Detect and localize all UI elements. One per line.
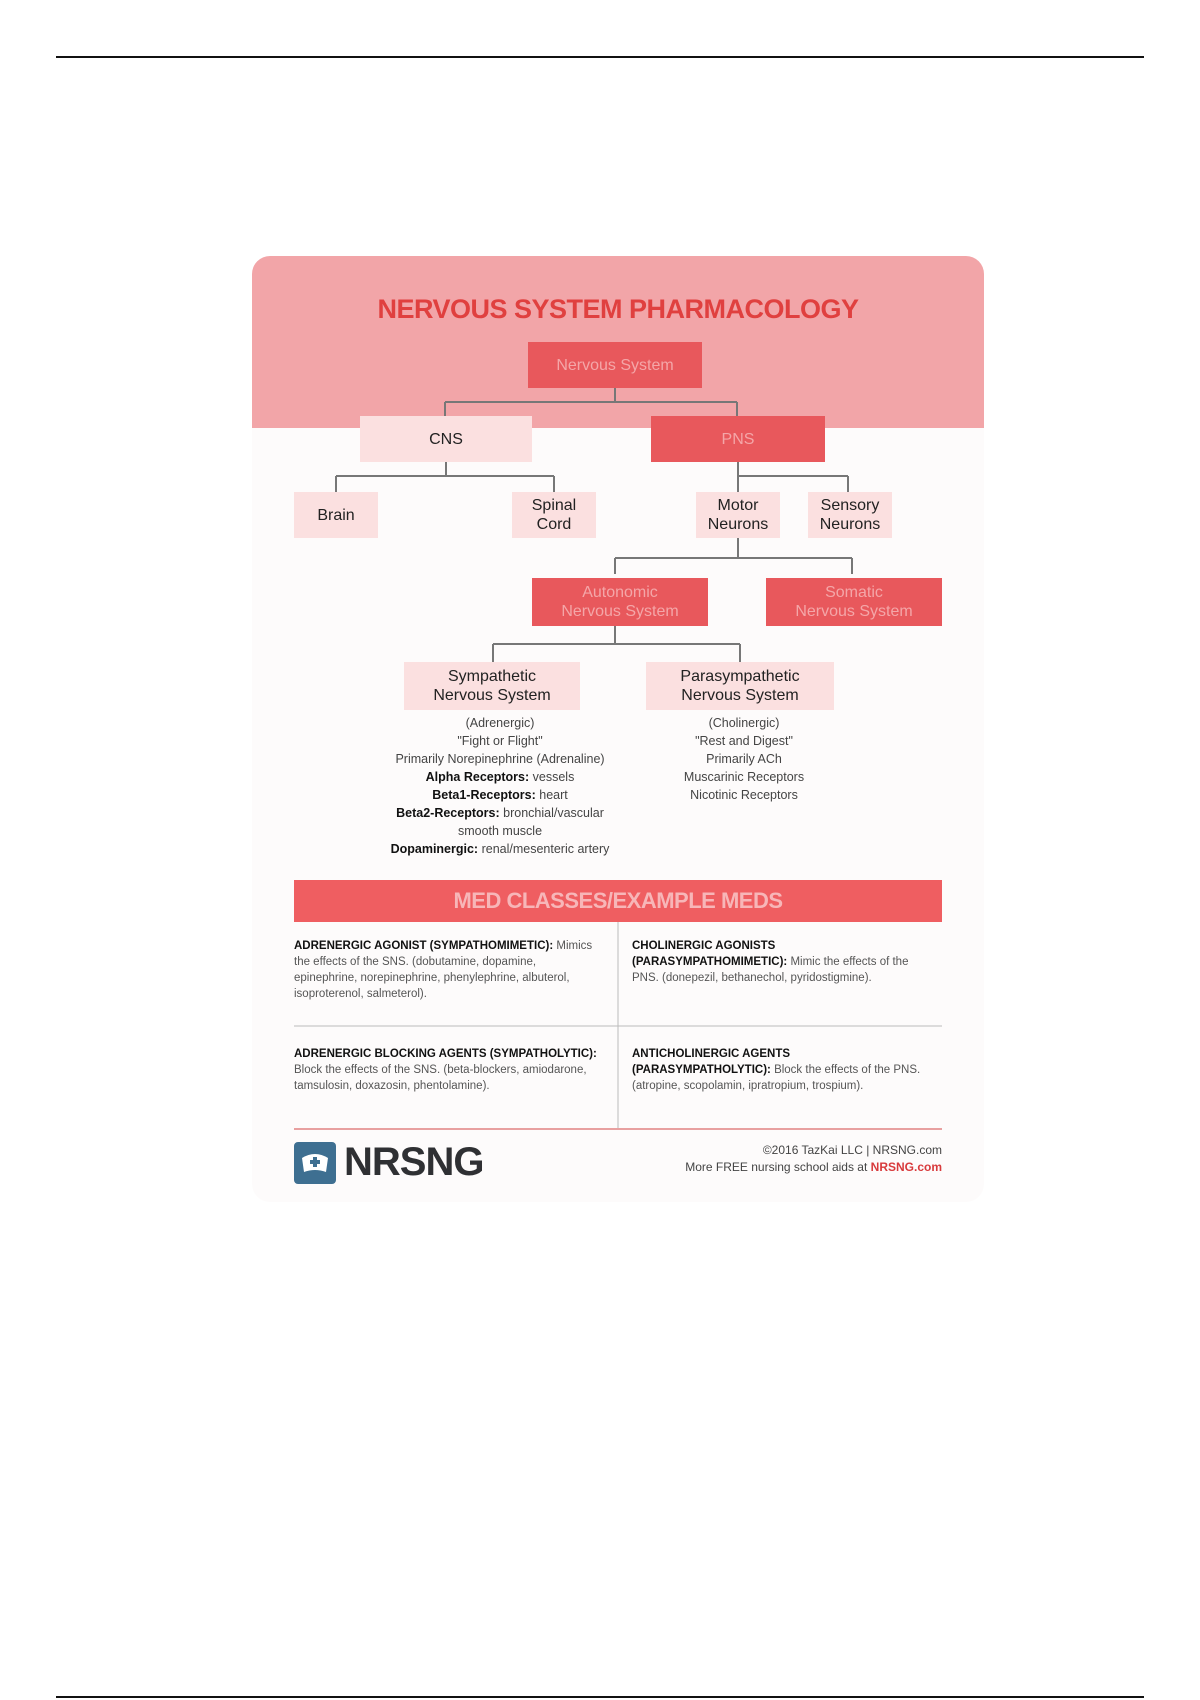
med-cholinergic-agonists: CHOLINERGIC AGONISTS (PARASYMPATHOMIMETIC): Mimic the effects of the PNS. (donepezil, bethanechol, pyridostigmine).	[632, 940, 909, 984]
nrsng-logo	[294, 1140, 483, 1185]
med-anticholinergic: ANTICHOLINERGIC AGENTS (PARASYMPATHOLYTIC): Block the effects of the PNS. (atropine, scopolamin, ipratropium, trospium).	[632, 1048, 921, 1092]
top-rule	[56, 56, 1144, 58]
node-sympathetic: Sympathetic Nervous System	[404, 662, 580, 710]
med-adrenergic-agonist: ADRENERGIC AGONIST (SYMPATHOMIMETIC): Mimics the effects of the SNS. (dobutamine, dopamine, epinephrine, norepinephrine, phenylephrine, albuterol, isoproterenol, salmeterol).	[294, 940, 593, 1000]
bottom-rule	[56, 1696, 1144, 1698]
med-classes-header: MED CLASSES/EXAMPLE MEDS	[294, 880, 942, 922]
sympathetic-details: (Adrenergic) "Fight or Flight" Primarily Norepinephrine (Adrenaline) Alpha Receptors: vessels Beta1-Receptors: heart Beta2-Receptors: bronchial/vascular smooth muscle Dopaminergic: renal/mesenteric artery	[390, 716, 610, 856]
node-spinal-cord: Spinal Cord	[512, 492, 596, 538]
node-autonomic: Autonomic Nervous System	[532, 578, 708, 626]
node-brain: Brain	[294, 492, 378, 538]
node-pns: PNS	[651, 416, 825, 462]
nrsng-link[interactable]: NRSNG.com	[870, 1160, 942, 1174]
node-sensory-neurons: Sensory Neurons	[808, 492, 892, 538]
node-motor-neurons: Motor Neurons	[696, 492, 780, 538]
connector-motor	[615, 538, 852, 574]
nurse-cap-icon	[294, 1142, 336, 1184]
parasympathetic-details: (Cholinergic) "Rest and Digest" Primarily ACh Muscarinic Receptors Nicotinic Receptors	[683, 716, 805, 802]
node-parasympathetic: Parasympathetic Nervous System	[646, 662, 834, 710]
footer-credits: ©2016 TazKai LLC | NRSNG.com More FREE nursing school aids at NRSNG.com	[685, 1143, 942, 1174]
node-nervous-system: Nervous System	[528, 342, 702, 388]
connector-pns	[738, 462, 848, 492]
infographic-card	[252, 256, 984, 1202]
connector-cns	[336, 462, 554, 492]
footer-divider	[294, 1128, 942, 1130]
page-title: NERVOUS SYSTEM PHARMACOLOGY	[377, 294, 859, 324]
logo-text: NRSNG	[344, 1140, 484, 1184]
connector-autonomic	[493, 624, 740, 662]
node-somatic: Somatic Nervous System	[766, 578, 942, 626]
node-cns: CNS	[360, 416, 532, 462]
med-adrenergic-blocking: ADRENERGIC BLOCKING AGENTS (SYMPATHOLYTIC): Block the effects of the SNS. (beta-blockers, amiodarone, tamsulosin, doxazosin, phentolamine).	[294, 1048, 597, 1092]
